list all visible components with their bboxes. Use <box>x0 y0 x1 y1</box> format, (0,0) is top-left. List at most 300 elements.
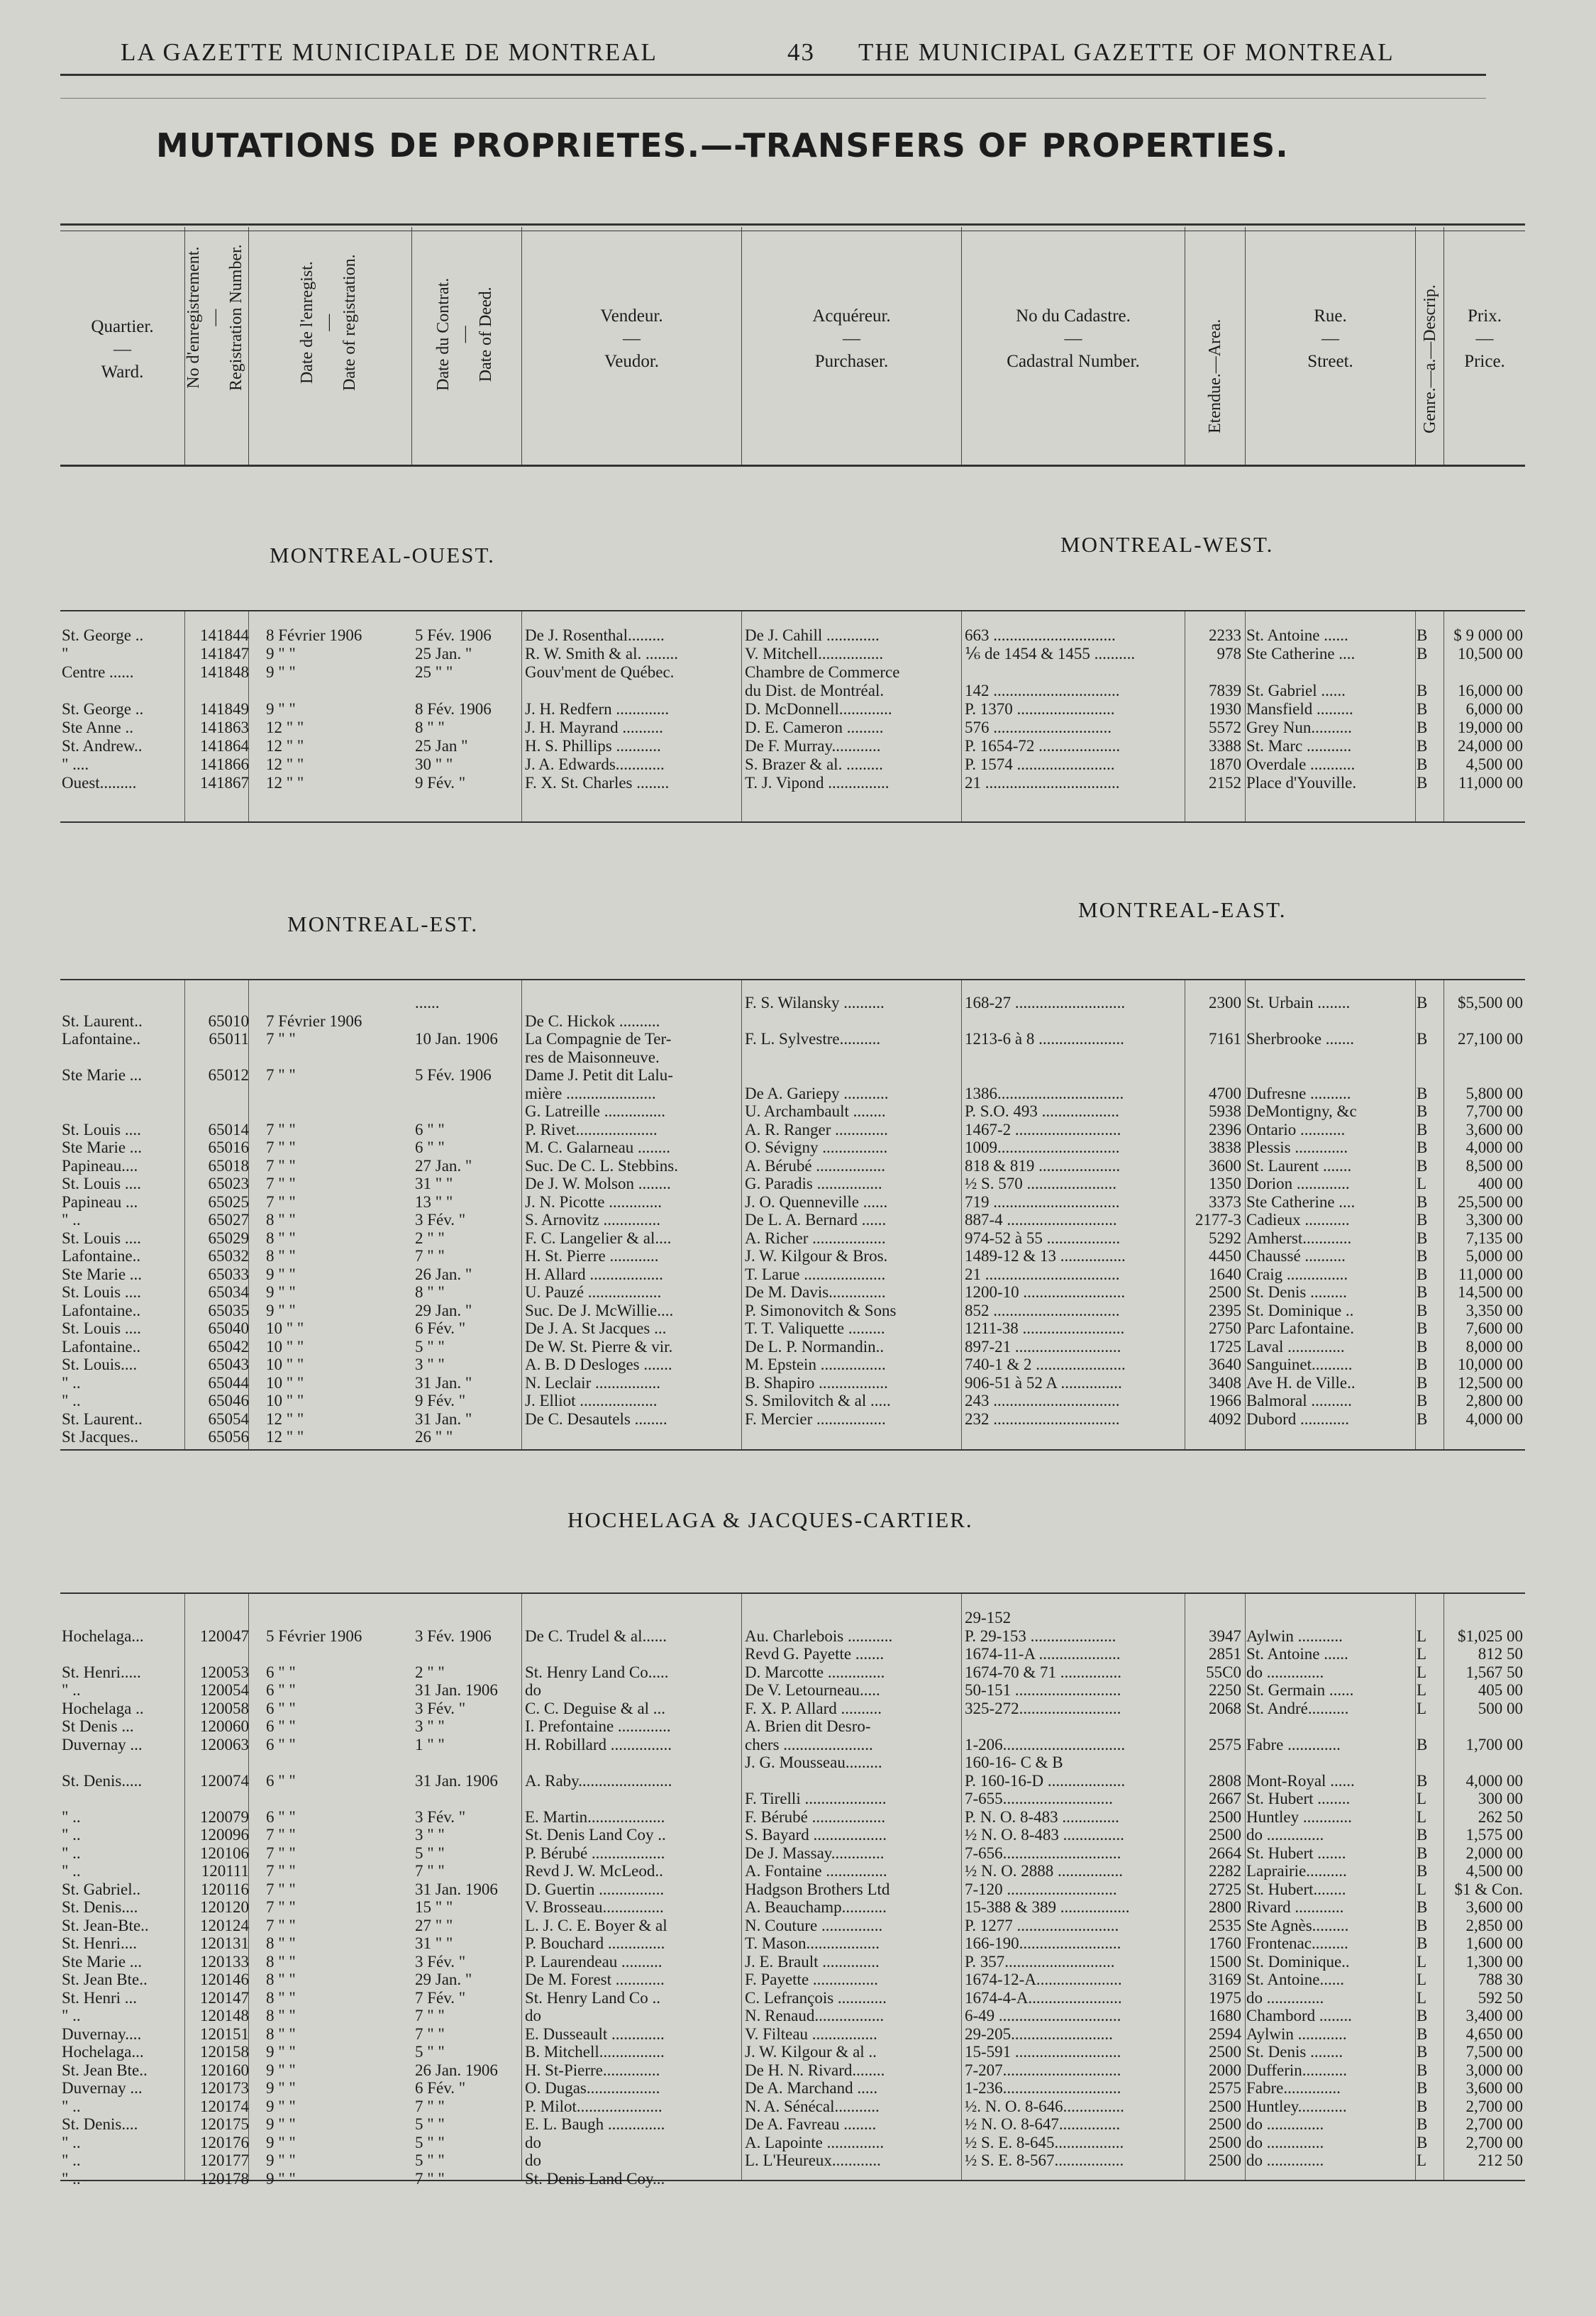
page-title: MUTATIONS DE PROPRIETES.—-TRANSFERS OF PROPERTIES. <box>156 126 1289 165</box>
purchaser-cell: J. W. Kilgour & Bros. <box>745 1248 888 1265</box>
description-cell: B <box>1417 2116 1428 2133</box>
vendor-cell: M. C. Galarneau ........ <box>525 1139 671 1156</box>
cadastre-cell: 50-151 .......................... <box>965 1682 1121 1699</box>
deed-date-cell: 8 Fév. 1906 <box>415 701 492 718</box>
street-cell: St. Laurent ....... <box>1246 1157 1352 1175</box>
registration-cell: 65046 <box>208 1392 249 1409</box>
registration-cell: 65043 <box>208 1356 249 1373</box>
table-row <box>60 2152 1525 2169</box>
purchaser-cell: De V. Letourneau..... <box>745 1682 880 1699</box>
col-deed-date-fr: Date du Contrat. <box>434 277 453 391</box>
table-row <box>60 2134 1525 2151</box>
cadastre-cell: 6-49 .............................. <box>965 2007 1121 2024</box>
purchaser-cell: A. R. Ranger ............. <box>745 1121 888 1138</box>
description-cell: B <box>1417 1085 1428 1102</box>
vendor-cell: De J. A. St Jacques ... <box>525 1320 667 1337</box>
registration-date-cell: 8 " " <box>266 2007 296 2024</box>
deed-date-cell: 2 " " <box>415 1229 445 1247</box>
ward-cell: Ste Marie ... <box>62 1953 143 1971</box>
ward-cell: " .. <box>62 1827 81 1844</box>
street-cell: do .............. <box>1246 2152 1324 2169</box>
street-cell: Grey Nun.......... <box>1246 719 1352 736</box>
col-purchaser-en: Purchaser. <box>814 352 889 371</box>
col-registration-date-dash: — <box>318 314 338 331</box>
description-cell: B <box>1417 738 1428 755</box>
description-cell: B <box>1417 682 1428 699</box>
registration-cell: 141847 <box>200 646 249 663</box>
street-cell: Ave H. de Ville.. <box>1246 1374 1356 1392</box>
col-vendor-fr: Vendeur. <box>600 306 663 326</box>
ward-cell: St. George .. <box>62 627 144 644</box>
purchaser-cell: A. Beauchamp........... <box>745 1899 887 1916</box>
ward-cell: " .. <box>62 1392 81 1409</box>
col-purchaser <box>741 227 961 465</box>
vendor-cell: B. Mitchell................ <box>525 2044 665 2061</box>
col-cadastre-fr: No du Cadastre. <box>1016 306 1131 326</box>
vendor-cell: do <box>525 2007 541 2024</box>
table-row <box>60 738 1525 755</box>
table-montreal-ouest <box>60 610 1525 823</box>
col-registration-date <box>248 227 411 465</box>
vendor-cell: P. Milot..................... <box>525 2098 663 2115</box>
description-cell: B <box>1417 2007 1428 2024</box>
ward-cell: " .. <box>62 1682 81 1699</box>
cadastre-cell: 1200-10 ......................... <box>965 1284 1126 1301</box>
description-cell: B <box>1417 1356 1428 1373</box>
table-row <box>60 1284 1525 1301</box>
section-title-hochelaga: HOCHELAGA & JACQUES-CARTIER. <box>567 1507 973 1532</box>
deed-date-cell: 27 " " <box>415 1917 453 1934</box>
table-row <box>60 1085 1525 1102</box>
table-row <box>60 2062 1525 2079</box>
purchaser-cell: N. Renaud................. <box>745 2007 885 2024</box>
description-cell: B <box>1417 1193 1428 1211</box>
purchaser-cell: J. G. Mousseau......... <box>745 1754 882 1771</box>
price-cell: 27,100 00 <box>1458 1031 1523 1048</box>
table-row <box>60 2007 1525 2024</box>
street-cell: Sanguinet.......... <box>1246 1356 1353 1373</box>
registration-date-cell: 5 Février 1906 <box>266 1627 362 1645</box>
ward-cell: " .. <box>62 1212 81 1229</box>
ward-cell: Lafontaine.. <box>62 1338 141 1356</box>
cadastre-cell: 663 .............................. <box>965 627 1116 644</box>
table-row <box>60 2044 1525 2061</box>
price-cell: 24,000 00 <box>1458 738 1523 755</box>
cadastre-cell: 160-16- C & B <box>965 1754 1063 1771</box>
area-cell: 2233 <box>1209 627 1241 644</box>
col-registration <box>184 227 248 465</box>
cadastre-cell: 1213-6 à 8 ..................... <box>965 1031 1124 1048</box>
registration-date-cell: 8 " " <box>266 1229 296 1247</box>
area-cell: 3169 <box>1209 1971 1241 1988</box>
ward-cell: Duvernay ... <box>62 2080 143 2097</box>
street-cell: Dorion ............. <box>1246 1175 1350 1192</box>
running-head-right: THE MUNICIPAL GAZETTE OF MONTREAL <box>858 38 1395 66</box>
ward-cell: St. Andrew.. <box>62 738 143 755</box>
registration-cell: 120054 <box>200 1682 249 1699</box>
street-cell: Huntley............ <box>1246 2098 1347 2115</box>
purchaser-cell: F. Payette ................ <box>745 1971 878 1988</box>
purchaser-cell: De A. Gariepy ........... <box>745 1085 889 1102</box>
purchaser-cell: F. X. P. Allard .......... <box>745 1700 882 1717</box>
table-row <box>60 2116 1525 2133</box>
purchaser-cell: N. Couture ............... <box>745 1917 883 1934</box>
price-cell: 3,600 00 <box>1465 2080 1523 2097</box>
running-head-left: LA GAZETTE MUNICIPALE DE MONTREAL <box>121 38 658 66</box>
registration-date-cell: 6 " " <box>266 1772 296 1790</box>
registration-date-cell: 7 " " <box>266 1827 296 1844</box>
cadastre-cell: ½ S. 570 ...................... <box>965 1175 1117 1192</box>
cadastre-cell: 7-120 ........................... <box>965 1880 1117 1898</box>
street-cell: Frontenac......... <box>1246 1935 1348 1952</box>
price-cell: 6,000 00 <box>1465 701 1523 718</box>
col-vendor <box>521 227 741 465</box>
cadastre-cell: 142 ............................... <box>965 682 1120 699</box>
purchaser-cell: De J. Massay............. <box>745 1844 885 1862</box>
col-registration-date-en: Date of registration. <box>340 254 359 391</box>
table-row <box>60 1754 1525 1771</box>
registration-date-cell: 10 " " <box>266 1356 304 1373</box>
vendor-cell: De J. W. Molson ........ <box>525 1175 671 1192</box>
description-cell: B <box>1417 1031 1428 1048</box>
col-description <box>1415 227 1443 465</box>
registration-date-cell: 7 Février 1906 <box>266 1012 362 1030</box>
description-cell: L <box>1417 1790 1427 1807</box>
registration-cell: 65054 <box>208 1410 249 1428</box>
registration-cell: 141867 <box>200 775 249 792</box>
vendor-cell: I. Prefontaine ............. <box>525 1718 671 1735</box>
registration-date-cell: 7 " " <box>266 1067 296 1084</box>
registration-cell: 141863 <box>200 719 249 736</box>
ward-cell: " .. <box>62 2098 81 2115</box>
col-registration-date-fr: Date de l'enregist. <box>297 261 316 384</box>
cadastre-cell: ½ N. O. 8-483 ............... <box>965 1827 1124 1844</box>
table-row <box>60 1609 1525 1627</box>
area-cell: 5938 <box>1209 1103 1241 1120</box>
deed-date-cell: 3 Fév. " <box>415 1212 466 1229</box>
table-row <box>60 1827 1525 1844</box>
description-cell: B <box>1417 1302 1428 1319</box>
cadastre-cell: P. N. O. 8-483 .............. <box>965 1808 1119 1826</box>
deed-date-cell: 7 " " <box>415 2098 445 2115</box>
street-cell: Laval .............. <box>1246 1338 1345 1356</box>
description-cell: L <box>1417 1971 1427 1988</box>
deed-date-cell: 26 Jan. " <box>415 1265 472 1283</box>
registration-cell: 120147 <box>200 1989 249 2007</box>
area-cell: 7161 <box>1209 1031 1241 1048</box>
registration-date-cell: 8 " " <box>266 1935 296 1952</box>
street-cell: Place d'Youville. <box>1246 775 1357 792</box>
section-title-montreal-est: MONTREAL-EST. <box>287 912 479 936</box>
deed-date-cell: 9 Fév. " <box>415 775 466 792</box>
cadastre-cell: 21 ................................. <box>965 1265 1120 1283</box>
registration-cell: 65033 <box>208 1265 249 1283</box>
description-cell: B <box>1417 1827 1428 1844</box>
registration-cell: 65012 <box>208 1067 249 1084</box>
table-row <box>60 1266 1525 1283</box>
street-cell: St. Antoine ...... <box>1246 1646 1348 1663</box>
table-row <box>60 1954 1525 1971</box>
col-registration-dash: — <box>205 309 224 326</box>
description-cell: B <box>1417 1139 1428 1156</box>
street-cell: Cadieux ........... <box>1246 1212 1350 1229</box>
deed-date-cell: 3 Fév. 1906 <box>415 1627 492 1645</box>
cadastre-cell: 15-591 .......................... <box>965 2044 1121 2061</box>
ward-cell: Duvernay.... <box>62 2025 142 2043</box>
vendor-cell: St. Denis Land Coy .. <box>525 1827 666 1844</box>
area-cell: 2500 <box>1209 2044 1241 2061</box>
ward-cell: St. Louis .... <box>62 1320 141 1337</box>
area-cell: 5292 <box>1209 1229 1241 1247</box>
street-cell: St. Antoine ...... <box>1246 627 1348 644</box>
ward-cell: " <box>62 646 69 663</box>
registration-date-cell: 7 " " <box>266 1121 296 1138</box>
street-cell: Ste Catherine .... <box>1246 1193 1356 1211</box>
vendor-cell: P. Laurendeau .......... <box>525 1953 663 1971</box>
deed-date-cell: 6 Fév. " <box>415 1320 466 1337</box>
purchaser-cell: A. Lapointe .............. <box>745 2134 885 2151</box>
deed-date-cell: 25 Jan " <box>415 738 468 755</box>
street-cell: Dufferin........... <box>1246 2061 1348 2079</box>
cadastre-cell: 7-655........................... <box>965 1790 1113 1807</box>
cadastre-cell: P. 357........................... <box>965 1953 1115 1971</box>
description-cell: B <box>1417 994 1428 1012</box>
price-cell: 5,000 00 <box>1465 1248 1523 1265</box>
col-ward-en: Ward. <box>101 362 144 382</box>
price-cell: 2,700 00 <box>1465 2116 1523 2133</box>
purchaser-cell: M. Epstein ................ <box>745 1356 886 1373</box>
purchaser-cell: A. Brien dit Desro- <box>745 1718 871 1735</box>
price-cell: 7,135 00 <box>1465 1229 1523 1247</box>
price-cell: 2,700 00 <box>1465 2134 1523 2151</box>
ward-cell: Lafontaine.. <box>62 1302 141 1319</box>
registration-date-cell: 7 " " <box>266 1899 296 1916</box>
ward-cell: " .. <box>62 2134 81 2151</box>
price-cell: 4,500 00 <box>1465 1863 1523 1880</box>
purchaser-cell: A. Fontaine ............... <box>745 1863 887 1880</box>
street-cell: St. Hubert ........ <box>1246 1790 1351 1807</box>
vendor-cell: J. N. Picotte ............. <box>525 1193 662 1211</box>
table-row <box>60 719 1525 736</box>
vendor-cell: Gouv'ment de Québec. <box>525 664 675 681</box>
purchaser-cell: De F. Murray............ <box>745 738 881 755</box>
description-cell: B <box>1417 646 1428 663</box>
cadastre-cell: 1467-2 .......................... <box>965 1121 1121 1138</box>
column-header-bottom-rule <box>60 465 1525 467</box>
deed-date-cell: 15 " " <box>415 1899 453 1916</box>
deed-date-cell: 31 Jan. 1906 <box>415 1772 498 1790</box>
vendor-cell: La Compagnie de Ter- <box>525 1031 672 1048</box>
price-cell: 3,000 00 <box>1465 2061 1523 2079</box>
deed-date-cell: 31 Jan. 1906 <box>415 1682 498 1699</box>
deed-date-cell: 6 Fév. " <box>415 2080 466 2097</box>
vendor-cell: Suc. De C. L. Stebbins. <box>525 1157 678 1175</box>
street-cell: Ontario ........... <box>1246 1121 1346 1138</box>
registration-cell: 120120 <box>200 1899 249 1916</box>
registration-cell: 65044 <box>208 1374 249 1392</box>
area-cell: 2535 <box>1209 1917 1241 1934</box>
description-cell: B <box>1417 775 1428 792</box>
table-row <box>60 1158 1525 1175</box>
registration-cell: 120063 <box>200 1736 249 1753</box>
vendor-cell: H. St. Pierre ............ <box>525 1248 659 1265</box>
deed-date-cell: 7 " " <box>415 2025 445 2043</box>
area-cell: 1975 <box>1209 1989 1241 2007</box>
vendor-cell: J. A. Edwards............ <box>525 756 665 773</box>
purchaser-cell: F. S. Wilansky .......... <box>745 994 885 1012</box>
street-cell: Craig ............... <box>1246 1265 1348 1283</box>
cadastre-cell: 1211-38 ......................... <box>965 1320 1125 1337</box>
purchaser-cell: S. Brazer & al. ......... <box>745 756 883 773</box>
price-cell: 3,300 00 <box>1465 1212 1523 1229</box>
vendor-cell: P. Bérubé .................. <box>525 1844 665 1862</box>
price-cell: 4,000 00 <box>1465 1410 1523 1428</box>
price-cell: 5,800 00 <box>1465 1085 1523 1102</box>
street-cell: St. Urbain ........ <box>1246 994 1351 1012</box>
description-cell: B <box>1417 1917 1428 1934</box>
ward-cell: " .. <box>62 2007 81 2024</box>
ward-cell: " .. <box>62 2152 81 2169</box>
vendor-cell: Revd J. W. McLeod.. <box>525 1863 663 1880</box>
table-row <box>60 1356 1525 1373</box>
ward-cell: St. Henri..... <box>62 1663 141 1681</box>
area-cell: 4700 <box>1209 1085 1241 1102</box>
purchaser-cell: T. T. Valiquette ......... <box>745 1320 885 1337</box>
vendor-cell: H. Allard .................. <box>525 1265 663 1283</box>
ward-cell: St. Jean-Bte.. <box>62 1917 149 1934</box>
table-row <box>60 2098 1525 2115</box>
street-cell: DeMontigny, &c <box>1246 1103 1357 1120</box>
deed-date-cell: 8 " " <box>415 1284 445 1301</box>
cadastre-cell: 719 ............................... <box>965 1193 1120 1211</box>
ward-cell: Lafontaine.. <box>62 1248 141 1265</box>
area-cell: 55C0 <box>1206 1663 1241 1681</box>
registration-cell: 141848 <box>200 664 249 681</box>
table-hochelaga <box>60 1592 1525 2188</box>
street-cell: Mont-Royal ...... <box>1246 1772 1355 1790</box>
table-row <box>60 1809 1525 1826</box>
deed-date-cell: 3 " " <box>415 1827 445 1844</box>
ward-cell: St. Denis..... <box>62 1772 143 1790</box>
description-cell: L <box>1417 1989 1427 2007</box>
vendor-cell: S. Arnovitz .............. <box>525 1212 661 1229</box>
description-cell: B <box>1417 1265 1428 1283</box>
column-headers <box>60 227 1525 465</box>
registration-date-cell: 10 " " <box>266 1374 304 1392</box>
street-cell: St. Hubert ....... <box>1246 1844 1346 1862</box>
price-cell: 1,567 50 <box>1465 1663 1523 1681</box>
vendor-cell: do <box>525 2134 541 2151</box>
street-cell: Sherbrooke ....... <box>1246 1031 1355 1048</box>
vendor-cell: F. C. Langelier & al.... <box>525 1229 672 1247</box>
cadastre-cell: 21 ................................. <box>965 775 1120 792</box>
area-cell: 1870 <box>1209 756 1241 773</box>
registration-date-cell: 9 " " <box>266 701 296 718</box>
area-cell: 7839 <box>1209 682 1241 699</box>
cadastre-cell: P. 1370 ........................ <box>965 701 1115 718</box>
price-cell: 4,500 00 <box>1465 756 1523 773</box>
registration-date-cell: 9 " " <box>266 2170 296 2188</box>
area-cell: 2152 <box>1209 775 1241 792</box>
col-price-dash: — <box>1475 329 1494 348</box>
registration-date-cell: 6 " " <box>266 1808 296 1826</box>
table-row <box>60 1935 1525 1952</box>
deed-date-cell: 7 Fév. " <box>415 1989 466 2007</box>
vendor-cell: H. S. Phillips ........... <box>525 738 661 755</box>
area-cell: 2396 <box>1209 1121 1241 1138</box>
street-cell: Huntley ............ <box>1246 1808 1352 1826</box>
description-cell: L <box>1417 1682 1427 1699</box>
deed-date-cell: 5 " " <box>415 2134 445 2151</box>
description-cell: B <box>1417 2025 1428 2043</box>
registration-date-cell: 8 " " <box>266 2025 296 2043</box>
purchaser-cell: G. Paradis ................ <box>745 1175 882 1192</box>
area-cell: 1500 <box>1209 1953 1241 1971</box>
price-cell: 300 00 <box>1478 1790 1523 1807</box>
vendor-cell: do <box>525 2152 541 2169</box>
purchaser-cell: V. Filteau ................ <box>745 2025 877 2043</box>
deed-date-cell: 6 " " <box>415 1121 445 1138</box>
table-row <box>60 627 1525 644</box>
col-description-label: Genre.—a.—Descrip. <box>1420 284 1439 433</box>
purchaser-cell: D. E. Cameron ......... <box>745 719 884 736</box>
purchaser-cell: A. Bérubé ................. <box>745 1157 886 1175</box>
description-cell: B <box>1417 2134 1428 2151</box>
vendor-cell: Suc. De J. McWillie.... <box>525 1302 674 1319</box>
vendor-cell: A. B. D Desloges ....... <box>525 1356 672 1373</box>
street-cell: Fabre ............. <box>1246 1736 1341 1753</box>
ward-cell: Ste Anne .. <box>62 719 133 736</box>
description-cell: B <box>1417 1338 1428 1356</box>
col-cadastre-en: Cadastral Number. <box>1007 352 1140 371</box>
cadastre-cell: P. S.O. 493 ................... <box>965 1103 1119 1120</box>
deed-date-cell: 5 " " <box>415 2152 445 2169</box>
price-cell: 3,600 00 <box>1465 1121 1523 1138</box>
purchaser-cell: De J. Cahill ............. <box>745 627 880 644</box>
ward-cell: St. George .. <box>62 701 144 718</box>
registration-cell: 120173 <box>200 2080 249 2097</box>
table-row <box>60 1646 1525 1663</box>
table-row <box>60 1773 1525 1790</box>
purchaser-cell: F. Mercier ................. <box>745 1410 886 1428</box>
registration-cell: 120133 <box>200 1953 249 1971</box>
area-cell: 2282 <box>1209 1863 1241 1880</box>
purchaser-cell: B. Shapiro ................. <box>745 1374 888 1392</box>
table-row <box>60 1248 1525 1265</box>
price-cell: 10,000 00 <box>1458 1356 1523 1373</box>
description-cell: L <box>1417 1646 1427 1663</box>
area-cell: 1930 <box>1209 701 1241 718</box>
col-price-en: Price. <box>1464 352 1505 371</box>
purchaser-cell: S. Bayard .................. <box>745 1827 887 1844</box>
deed-date-cell: 7 " " <box>415 2170 445 2188</box>
cadastre-cell: ½ S. E. 8-645................. <box>965 2134 1124 2151</box>
description-cell: B <box>1417 1284 1428 1301</box>
vendor-cell: De W. St. Pierre & vir. <box>525 1338 673 1356</box>
cadastre-cell: 7-207............................. <box>965 2061 1121 2079</box>
registration-date-cell: 9 " " <box>266 2152 296 2169</box>
area-cell: 3640 <box>1209 1356 1241 1373</box>
area-cell: 1640 <box>1209 1265 1241 1283</box>
price-cell: 7,700 00 <box>1465 1103 1523 1120</box>
deed-date-cell: 25 " " <box>415 664 453 681</box>
price-cell: 25,500 00 <box>1458 1193 1523 1211</box>
area-cell: 2808 <box>1209 1772 1241 1790</box>
street-cell: Chaussé .......... <box>1246 1248 1346 1265</box>
table-row <box>60 1013 1525 1030</box>
description-cell: B <box>1417 701 1428 718</box>
area-cell: 2667 <box>1209 1790 1241 1807</box>
